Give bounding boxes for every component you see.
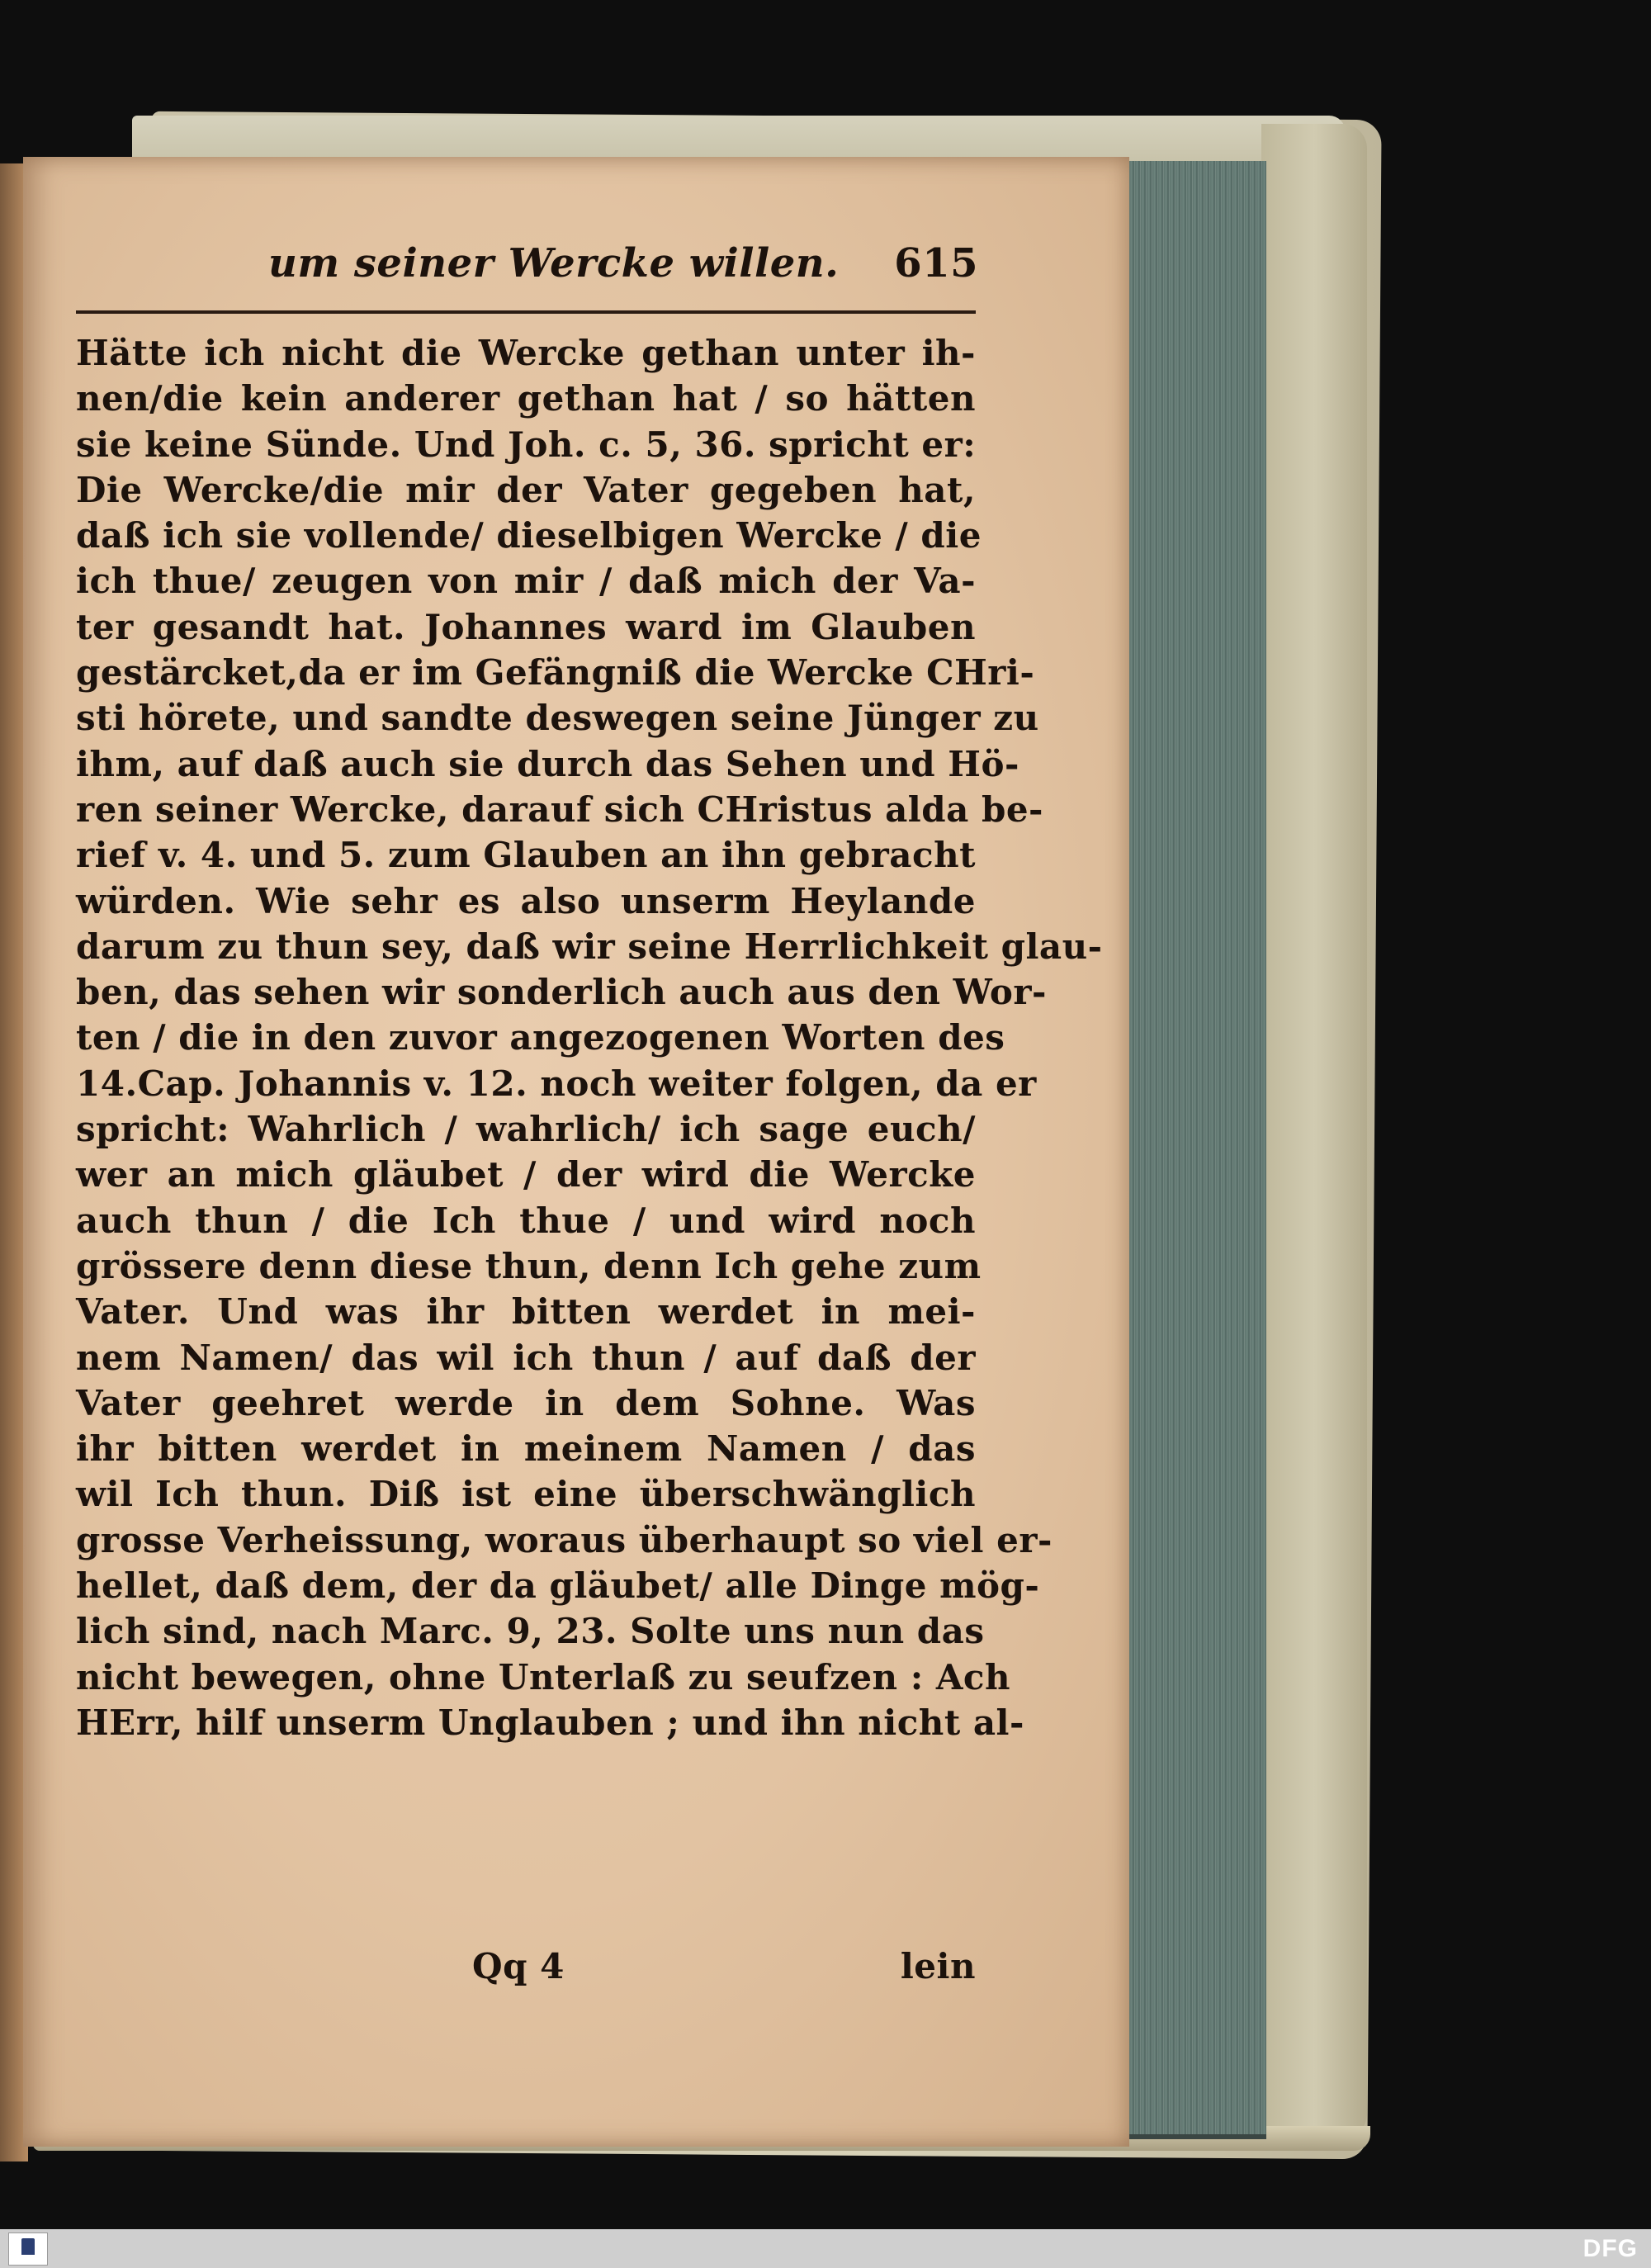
text-line: HErr, hilf unserm Unglauben ; und ihn nicht al- [76,1702,1024,1743]
text-line: ben, das sehen wir sonderlich auch aus den Wor- [76,972,1047,1013]
page-footer [76,1942,976,1991]
text-line: nicht bewegen, ohne Unterlaß zu seufzen : Ach [76,1656,1011,1697]
text-line: grosse Verheissung, woraus überhaupt so viel er- [76,1519,1053,1560]
text-line: auch thun / die Ich thue / und wird noch [76,1200,976,1241]
dfg-logo[interactable]: DFG [1582,2235,1638,2262]
catchword: lein [900,1946,976,1986]
text-line: rief v. 4. und 5. zum Glauben an ihn gebracht [76,835,977,876]
text-line: ren seiner Wercke, darauf sich CHristus alda be- [76,788,1043,830]
text-line: hellet, daß dem, der da gläubet/ alle Dinge mög- [76,1565,1040,1607]
text-line: Vater geehret werde in dem Sohne. Was [76,1382,976,1423]
page-fore-edge [1114,161,1266,2139]
text-line: sti hörete, und sandte deswegen seine Jünger zu [76,698,1039,739]
text-line: grössere denn diese thun, denn Ich gehe zum [76,1245,982,1286]
text-line: ten / die in den zuvor angezogenen Worten des [76,1017,1005,1058]
body-text [76,330,1103,1745]
text-line: lich sind, nach Marc. 9, 23. Solte uns nun das [76,1611,985,1652]
head-rule [76,310,976,314]
running-head-title: um seiner Wercke willen. [268,240,840,286]
text-line: spricht: Wahrlich / wahrlich/ ich sage euch/ [76,1109,976,1150]
text-line: Hätte ich nicht die Wercke gethan unter ih- [76,333,976,373]
text-line: nen/die kein anderer gethan hat / so hätten [76,378,976,419]
text-line: 14.Cap. Johannis v. 12. noch weiter folgen, da er [76,1063,1037,1104]
viewer-footer-bar [0,2229,1651,2268]
page-number: 615 [894,240,978,286]
text-line: ter gesandt hat. Johannes ward im Glauben [76,606,976,647]
text-line: gestärcket,da er im Gefängniß die Wercke CHri- [76,652,1035,694]
text-line: daß ich sie vollende/ dieselbigen Wercke / die [76,515,982,556]
running-head [194,234,978,292]
text-line: würden. Wie sehr es also unserm Heylande [76,880,976,921]
signature-mark: Qq 4 [472,1946,565,1986]
text-line: nem Namen/ das wil ich thun / auf daß der [76,1337,976,1378]
book-cover-right-edge [1261,124,1367,2138]
library-logo-icon[interactable] [8,2232,48,2266]
text-line: wil Ich thun. Diß ist eine überschwänglich [76,1474,976,1515]
text-line: Die Wercke/die mir der Vater gegeben hat, [76,469,976,510]
book-cover-top-edge [132,116,1346,162]
text-line: Vater. Und was ihr bitten werdet in mei- [76,1291,976,1333]
text-line: ich thue/ zeugen von mir / daß mich der Va- [76,561,976,602]
text-line: ihm, auf daß auch sie durch das Sehen und Hö- [76,743,1019,784]
text-line: darum zu thun sey, daß wir seine Herrlichkeit glau- [76,926,1103,967]
text-line: wer an mich gläubet / der wird die Wercke [76,1154,976,1196]
text-line: sie keine Sünde. Und Joh. c. 5, 36. spricht er: [76,424,977,465]
text-line: ihr bitten werdet in meinem Namen / das [76,1428,976,1470]
